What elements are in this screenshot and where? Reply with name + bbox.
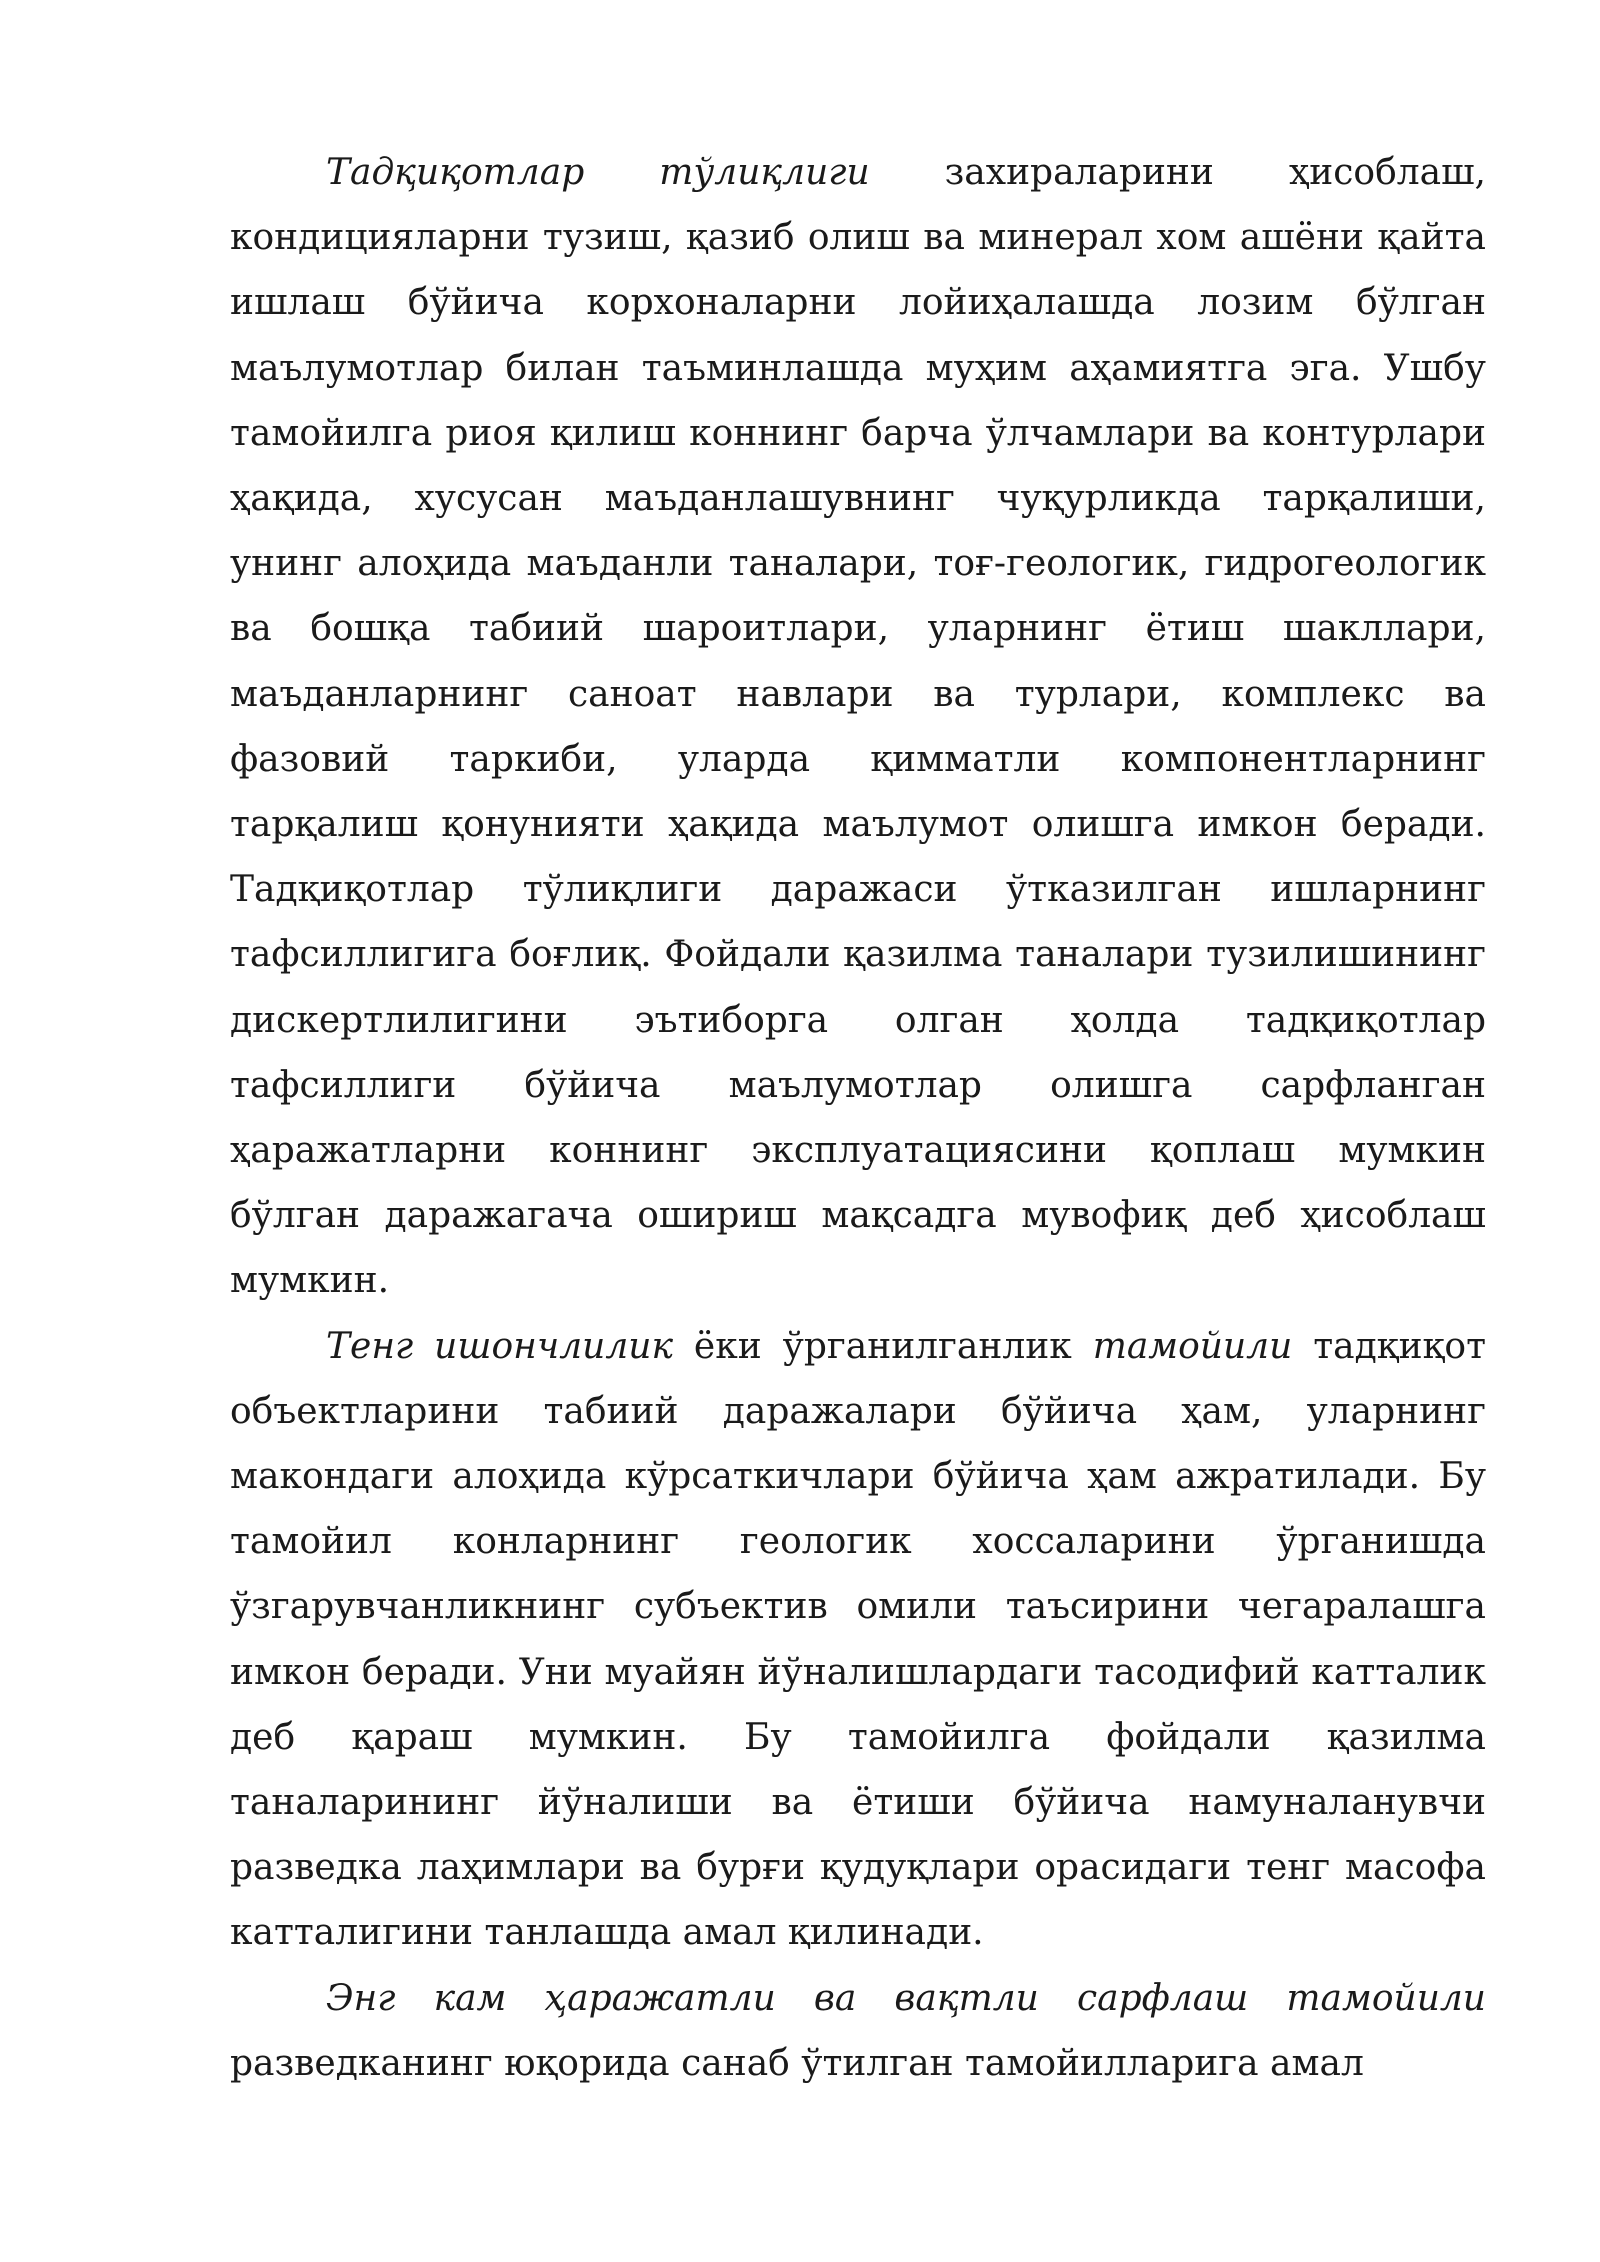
paragraph-research-completeness [230, 140, 1486, 1314]
italic-term: тамойили [1092, 1325, 1293, 1367]
body-text [230, 140, 1486, 2096]
paragraph-text: захираларини ҳисоблаш, кондицияларни тузиш, қазиб олиш ва минерал хом ашёни қайта ишлаш бўйича корхоналарни лойиҳалашда лозим бўлган маълумотлар билан таъминлашда муҳим аҳамиятга эга. Ушбу тамойилга риоя қилиш коннинг барча ўлчамлари ва контурлари ҳақида, хусусан маъданлашувнинг чуқурликда тарқалиши, унинг алоҳида маъданли таналари, тоғ-геологик, гидрогеологик ва бошқа табиий шароитлари, уларнинг ётиш шакллари, маъданларнинг саноат навлари ва турлари, комплекс ва фазовий таркиби, уларда қимматли компонентларнинг тарқалиш қонунияти ҳақида маълумот олишга имкон беради. Тадқиқотлар тўлиқлиги даражаси ўтказилган ишларнинг тафсиллигига боғлиқ. Фойдали қазилма таналари тузилишининг дискертлилигини эътиборга олган ҳолда тадқиқотлар тафсиллиги бўйича маълумотлар олишга сарфланган ҳаражатларни коннинг эксплуатациясини қоплаш мумкин бўлган даражагача ошириш мақсадга мувофиқ деб ҳисоблаш мумкин. [230, 152, 1486, 1302]
italic-term: Тенг ишончлилик [326, 1325, 673, 1367]
paragraph-text: тадқиқот объектларини табиий даражалари бўйича ҳам, уларнинг макондаги алоҳида кўрсаткичлари бўйича ҳам ажратилади. Бу тамойил конларнинг геологик хоссаларини ўрганишда ўзгарувчанликнинг субъектив омили таъсирини чегаралашга имкон беради. Уни муайян йўналишлардаги тасодифий катталик деб қараш мумкин. Бу тамойилга фойдали қазилма таналарининг йўналиши ва ётиши бўйича намуналанувчи разведка лаҳимлари ва бурғи қудуқлари орасидаги тенг масофа катталигини танлашда амал қилинади. [230, 1325, 1487, 1954]
italic-term: Тадқиқотлар тўлиқлиги [326, 152, 870, 193]
paragraph-text: ёки ўрганилганлик [672, 1325, 1093, 1367]
paragraph-equal-reliability [230, 1314, 1486, 1966]
paragraph-text: разведканинг юқорида санаб ўтилган тамойилларига амал [230, 2042, 1364, 2084]
paragraph-minimal-cost [230, 1966, 1486, 2096]
italic-term: Энг кам ҳаражатли ва вақтли сарфлаш тамойили [326, 1977, 1486, 2019]
